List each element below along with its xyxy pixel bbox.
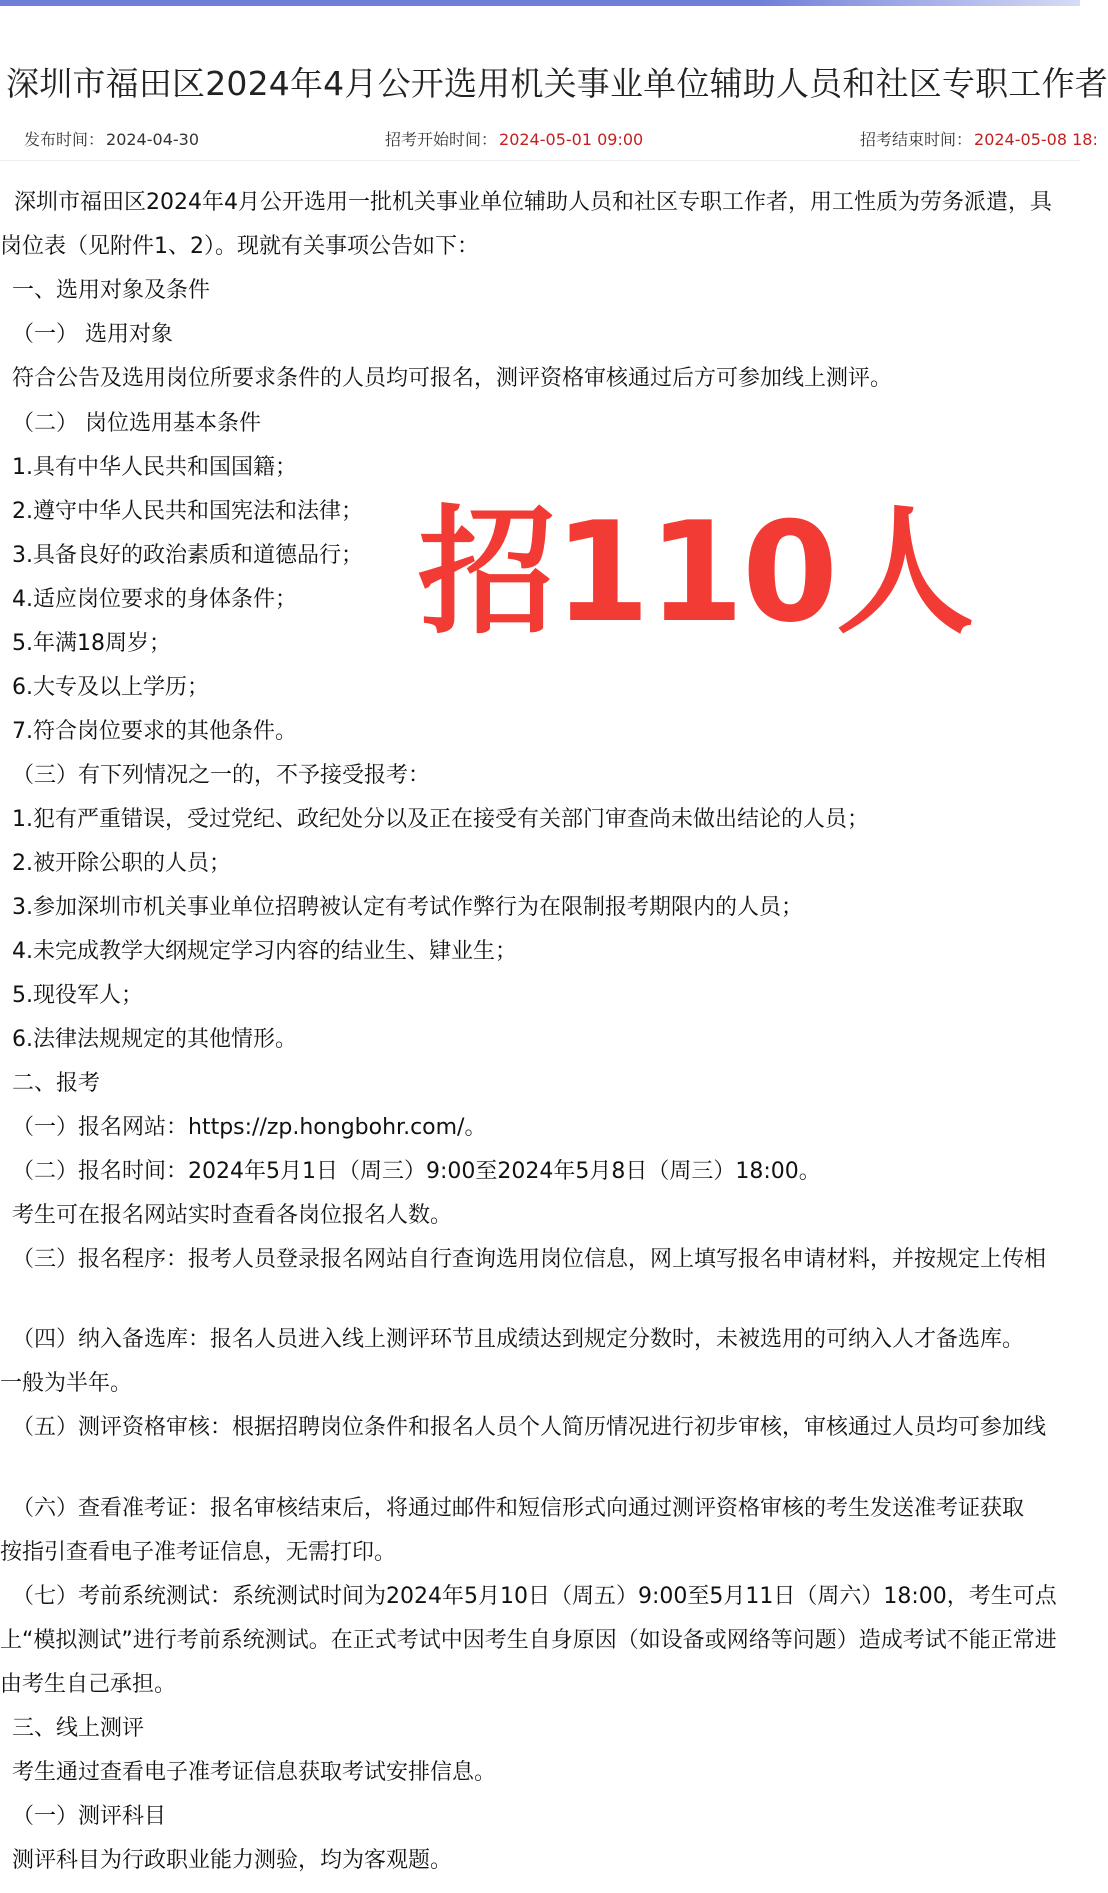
list-item: 2.被开除公职的人员； [12, 851, 231, 876]
exam-start-time-value: 2024-05-01 09:00 [499, 130, 644, 149]
exam-start-time-label: 招考开始时间： [385, 130, 498, 149]
list-item: 3.参加深圳市机关事业单位招聘被认定有考试作弊行为在限制报考期限内的人员； [12, 895, 803, 920]
list-item: 5.年满18周岁； [12, 631, 171, 656]
subsection-heading: （二） 岗位选用基本条件 [12, 411, 261, 436]
list-item: 3.具备良好的政治素质和道德品行； [12, 543, 363, 568]
subsection-heading: （一）测评科目 [12, 1804, 167, 1829]
list-item: 1.犯有严重错误，受过党纪、政纪处分以及正在接受有关部门审查尚未做出结论的人员； [12, 807, 869, 832]
body-line: 一般为半年。 [0, 1371, 133, 1396]
list-item: 4.适应岗位要求的身体条件； [12, 587, 297, 612]
body-line: 岗位表（见附件1、2）。现就有关事项公告如下： [0, 234, 479, 259]
body-line: （一）报名网站：https://zp.hongbohr.com/。 [12, 1115, 487, 1140]
section-heading: 二、报考 [12, 1071, 101, 1096]
body-line: （二）报名时间：2024年5月1日（周三）9:00至2024年5月8日（周三）18:00。 [12, 1159, 821, 1184]
list-item: 6.大专及以上学历； [12, 675, 209, 700]
list-item: 4.未完成教学大纲规定学习内容的结业生、肄业生； [12, 939, 517, 964]
list-item: 7.符合岗位要求的其他条件。 [12, 719, 297, 744]
section-heading: 三、线上测评 [12, 1716, 145, 1741]
body-line: 测评科目为行政职业能力测验，均为客观题。 [12, 1848, 453, 1873]
list-item: 5.现役军人； [12, 983, 143, 1008]
recruitment-count-overlay: 招110人 [418, 492, 973, 653]
page-title: 深圳市福田区2024年4月公开选用机关事业单位辅助人员和社区专职工作者 [6, 64, 1108, 103]
body-line: 考生可在报名网站实时查看各岗位报名人数。 [12, 1203, 453, 1228]
body-line: （五）测评资格审核：根据招聘岗位条件和报名人员个人简历情况进行初步审核，审核通过人员均可参加线 [12, 1415, 1047, 1440]
exam-end-time [860, 126, 1098, 154]
body-line: （七）考前系统测试：系统测试时间为2024年5月10日（周五）9:00至5月11日（周六）18:00，考生可点 [12, 1584, 1057, 1609]
exam-end-time-value: 2024-05-08 18: [974, 130, 1098, 149]
body-line: 符合公告及选用岗位所要求条件的人员均可报名，测评资格审核通过后方可参加线上测评。 [12, 366, 893, 391]
body-line: 由考生自己承担。 [0, 1672, 177, 1697]
body-line: 考生通过查看电子准考证信息获取考试安排信息。 [12, 1760, 497, 1785]
exam-end-time-label: 招考结束时间： [860, 130, 973, 149]
meta-row [0, 126, 1098, 154]
publish-time-value: 2024-04-30 [106, 130, 199, 149]
publish-time-label: 发布时间： [24, 130, 105, 149]
section-heading: 一、选用对象及条件 [12, 278, 211, 303]
subsection-heading: （一） 选用对象 [12, 322, 173, 347]
publish-time [24, 126, 199, 154]
body-line: （四）纳入备选库：报名人员进入线上测评环节且成绩达到规定分数时，未被选用的可纳入人才备选库。 [12, 1327, 1025, 1352]
meta-divider [0, 160, 1080, 161]
list-item: 1.具有中华人民共和国国籍； [12, 455, 297, 480]
body-line: 按指引查看电子准考证信息，无需打印。 [0, 1540, 397, 1565]
body-line: 上“模拟测试”进行考前系统测试。在正式考试中因考生自身原因（如设备或网络等问题）造成考试不能正常进 [0, 1628, 1057, 1653]
body-line: 深圳市福田区2024年4月公开选用一批机关事业单位辅助人员和社区专职工作者，用工性质为劳务派遣，具 [14, 190, 1052, 215]
subsection-heading: （三）有下列情况之一的，不予接受报考： [12, 763, 431, 788]
top-accent-bar [0, 0, 1080, 6]
body-line: （三）报名程序：报考人员登录报名网站自行查询选用岗位信息，网上填写报名申请材料，并按规定上传相 [12, 1247, 1047, 1272]
list-item: 6.法律法规规定的其他情形。 [12, 1027, 297, 1052]
body-line: （六）查看准考证：报名审核结束后，将通过邮件和短信形式向通过测评资格审核的考生发送准考证获取 [12, 1496, 1025, 1521]
list-item: 2.遵守中华人民共和国宪法和法律； [12, 499, 363, 524]
exam-start-time [385, 126, 643, 154]
